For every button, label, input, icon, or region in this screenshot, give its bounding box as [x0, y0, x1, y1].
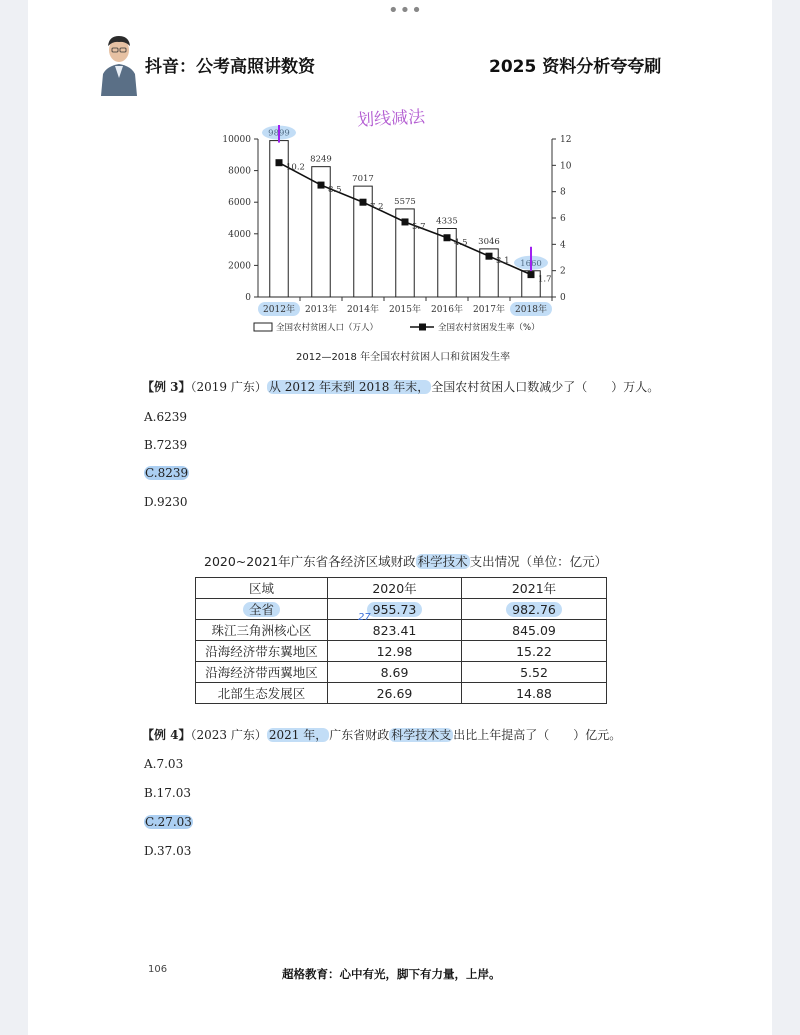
presenter-avatar: [95, 30, 143, 96]
table-cell: 12.98: [328, 641, 462, 662]
example-3-tag: 【例 3】: [142, 380, 191, 394]
example-4-option-c[interactable]: [144, 815, 193, 829]
y-tick-label-right: 2: [560, 266, 566, 277]
y-tick-label-right: 4: [560, 240, 566, 251]
header-region: 区域: [196, 578, 328, 599]
rate-point: [528, 271, 535, 278]
rate-label: 3.1: [496, 256, 510, 267]
example-4-tag: 【例 4】: [142, 728, 191, 742]
rate-point: [486, 253, 493, 260]
table-row: [196, 641, 607, 662]
x-tick-label: 2015年: [389, 305, 421, 315]
example-3-highlight: 从 2012 年末到 2018 年末，: [268, 380, 430, 394]
example-3-option-d[interactable]: D.9230: [144, 495, 188, 509]
header-course-title: 2025 资料分析夸夸刷: [489, 57, 662, 77]
table-title-highlight: 科学技术: [417, 554, 468, 569]
table-row: [196, 662, 607, 683]
rate-point: [318, 182, 325, 189]
table-cell: 26.69: [328, 683, 462, 704]
table-cell: 955.73: [367, 602, 423, 617]
legend-line-label: 全国农村贫困发生率（%）: [438, 323, 540, 333]
chart-title: 2012—2018 年全国农村贫困人口和贫困发生率: [296, 352, 511, 363]
y-tick-label-right: 8: [560, 187, 566, 198]
y-tick-label-left: 8000: [228, 166, 251, 177]
example-3-option-c[interactable]: [144, 466, 189, 480]
example-4-rest: 出比上年提高了（ ）亿元。: [453, 728, 622, 742]
answer-mark: C.8239: [145, 466, 189, 480]
example-3-rest: 全国农村贫困人口数减少了（ ）万人。: [431, 380, 660, 394]
y-tick-label-right: 12: [560, 135, 572, 145]
table-cell: 982.76: [506, 602, 562, 617]
legend-line-marker: [419, 324, 426, 331]
table-cell: 全省: [243, 602, 280, 617]
more-options-icon[interactable]: •••: [388, 0, 423, 21]
example-3-source: （2019 广东）: [190, 380, 267, 394]
y-tick-label-left: 2000: [228, 261, 251, 272]
handwritten-note: 划线减法: [356, 107, 426, 131]
example-3-question: [142, 378, 659, 395]
bar-label: 3046: [478, 236, 500, 247]
header-channel: 抖音：公考高照讲数资: [145, 57, 315, 77]
answer-mark: C.27.03: [145, 815, 192, 829]
x-tick-label: 2016年: [431, 305, 463, 315]
table-cell: 北部生态发展区: [196, 683, 328, 704]
bar-label: 8249: [310, 154, 332, 165]
rate-point: [360, 199, 367, 206]
legend-bar-swatch: [254, 323, 272, 331]
y-tick-label-left: 10000: [222, 135, 251, 145]
y-tick-label-right: 10: [560, 161, 572, 172]
table-cell: 15.22: [462, 641, 607, 662]
y-tick-label-right: 0: [560, 293, 566, 303]
table-cell: 845.09: [462, 620, 607, 641]
page-number: 106: [148, 964, 168, 975]
handwritten-difference: 27: [358, 612, 371, 623]
rate-label: 1.7: [538, 274, 552, 285]
table-title: 2020~2021年广东省各经济区域财政 科学技术 支出情况（单位：亿元）: [204, 554, 608, 569]
y-tick-label-left: 4000: [228, 229, 251, 240]
example-4-source: （2023 广东）: [190, 728, 267, 742]
x-tick-label: 2017年: [473, 305, 505, 315]
example-4-mid: 广东省财政: [329, 728, 390, 742]
x-tick-label: 2012年: [263, 305, 295, 315]
legend-bar-label: 全国农村贫困人口（万人）: [276, 323, 379, 333]
example-4-highlight-year: 2021 年，: [268, 728, 328, 742]
rate-label: 8.5: [328, 185, 342, 196]
rate-label: 10.2: [286, 162, 305, 173]
header-2020: 2020年: [328, 578, 462, 599]
example-4-option-a[interactable]: A.7.03: [144, 757, 184, 771]
science-spending-table: [195, 577, 607, 704]
x-tick-label: 2018年: [515, 305, 547, 315]
header-2021: 2021年: [462, 578, 607, 599]
bar-label: 5575: [394, 196, 416, 207]
table-cell: 沿海经济带东翼地区: [196, 641, 328, 662]
table-row: [196, 599, 607, 620]
example-3-option-b[interactable]: B.7239: [144, 438, 188, 452]
x-tick-label: 2013年: [305, 305, 337, 315]
example-4-option-b[interactable]: B.17.03: [144, 786, 191, 800]
table-cell: 823.41 27: [328, 620, 462, 641]
rate-point: [276, 159, 283, 166]
y-tick-label-left: 6000: [228, 198, 251, 209]
rate-label: 7.2: [370, 202, 384, 213]
table-row: [196, 683, 607, 704]
rate-label: 5.7: [412, 221, 426, 232]
rate-point: [444, 234, 451, 241]
x-tick-label: 2014年: [347, 305, 379, 315]
example-4-highlight-subject: 科学技术支: [391, 728, 452, 742]
footer-slogan: 超格教育：心中有光，脚下有力量，上岸。: [282, 967, 501, 981]
rate-label: 4.5: [454, 237, 468, 248]
bar-label: 7017: [352, 174, 374, 185]
example-3-option-a[interactable]: A.6239: [144, 410, 188, 424]
table-cell: 14.88: [462, 683, 607, 704]
table-cell: 8.69: [328, 662, 462, 683]
poverty-chart: [210, 125, 590, 347]
table-cell: 沿海经济带西翼地区: [196, 662, 328, 683]
table-header-row: [196, 578, 607, 599]
y-tick-label-left: 0: [245, 293, 251, 303]
table-cell: 5.52: [462, 662, 607, 683]
bar-label: 4335: [436, 216, 458, 227]
y-tick-label-right: 6: [560, 214, 566, 224]
table-row: [196, 620, 607, 641]
example-4-option-d[interactable]: D.37.03: [144, 844, 192, 858]
table-cell: 珠江三角洲核心区: [196, 620, 328, 641]
rate-point: [402, 218, 409, 225]
example-4-question: [142, 726, 621, 743]
